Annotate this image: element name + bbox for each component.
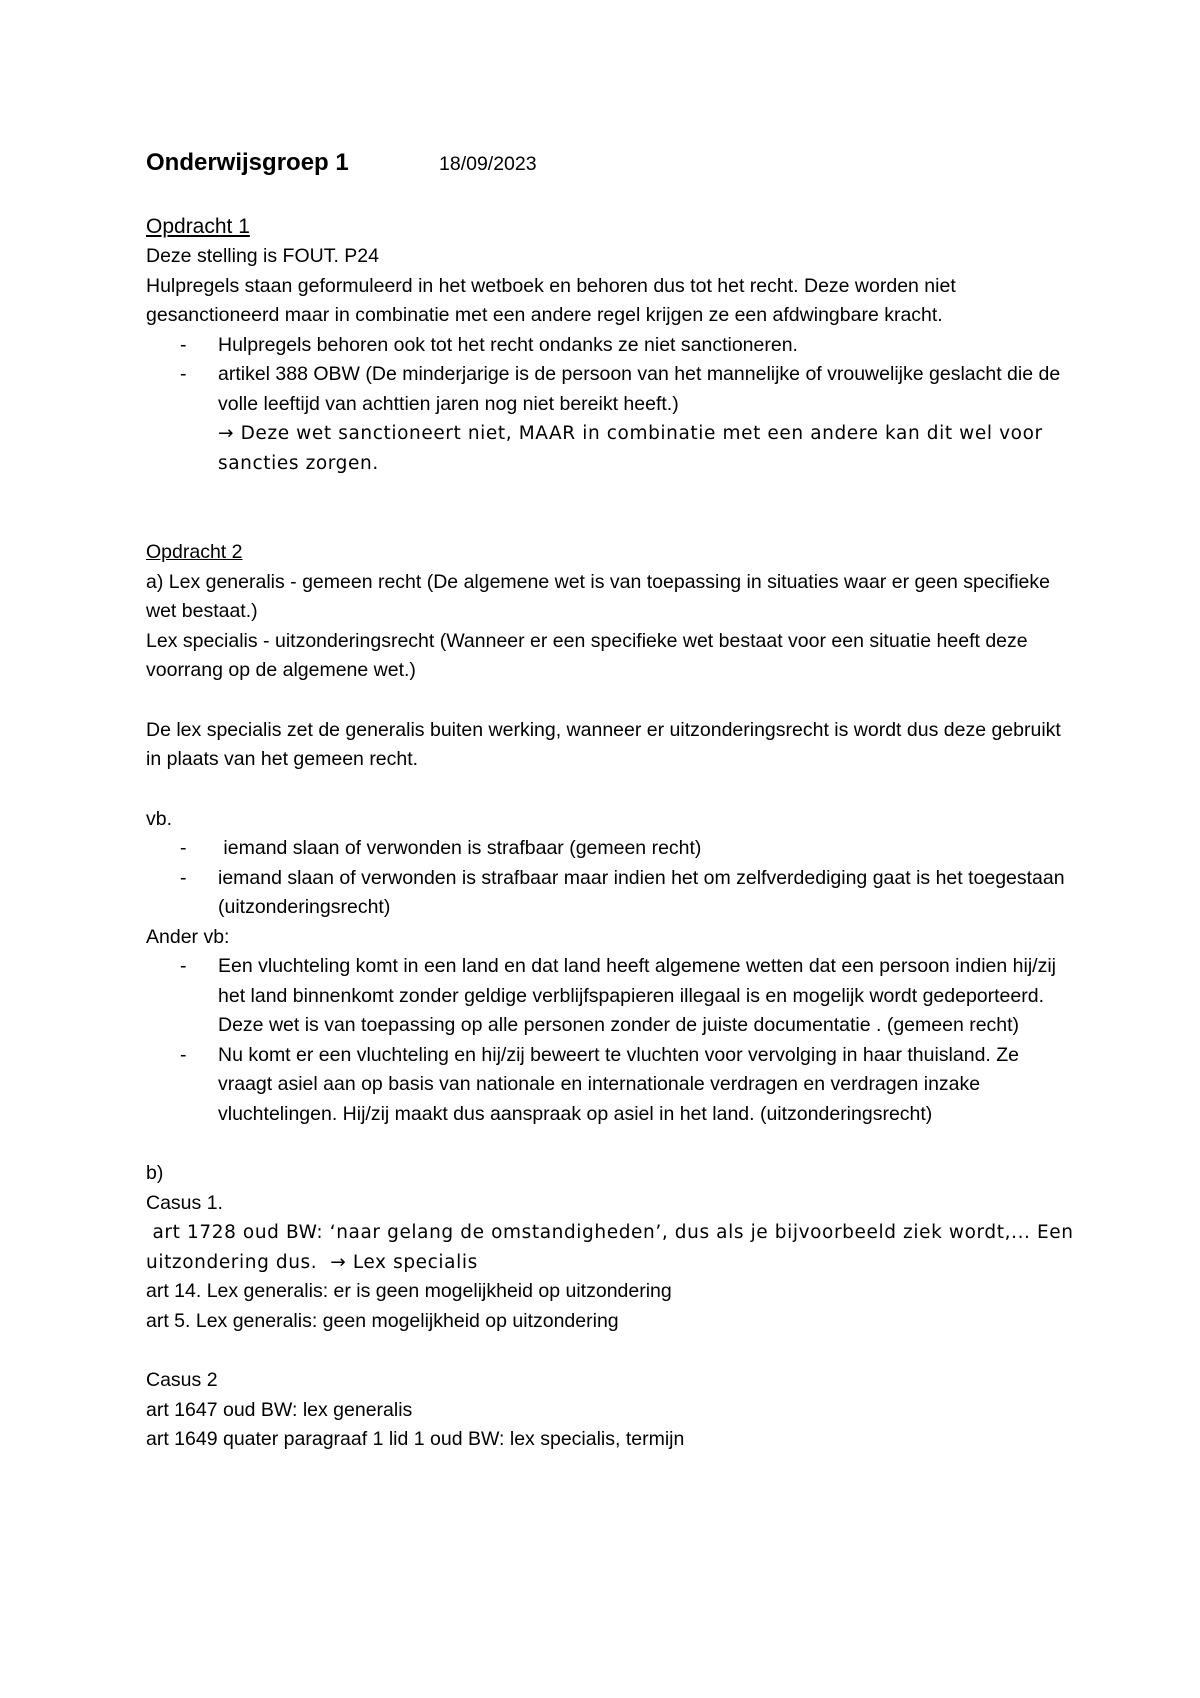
ander-vb-list bbox=[146, 952, 1076, 1129]
lex-specialis-definition: Lex specialis - uitzonderingsrecht (Wanneer er een specifieke wet bestaat voor een situatie heeft deze voorrang op de algemene wet.) bbox=[146, 629, 1028, 681]
section-opdracht-2 bbox=[146, 538, 1081, 1455]
document-title: Onderwijsgroep 1 bbox=[146, 149, 349, 176]
arrow-note: → Deze wet sanctioneert niet, MAAR in combinatie met een andere kan dit wel voor sancties zorgen. bbox=[218, 423, 1043, 474]
ander-vb-label: Ander vb: bbox=[146, 925, 230, 948]
lex-specialis-paragraph: De lex specialis zet de generalis buiten werking, wanneer er uitzonderingsrecht is wordt dus deze gebruikt in plaats van het gemeen recht. bbox=[146, 718, 1061, 770]
spacer bbox=[146, 478, 1076, 538]
vb-list bbox=[146, 834, 1076, 923]
casus-1-line-3: art 5. Lex generalis: geen mogelijkheid op uitzondering bbox=[146, 1309, 619, 1332]
list-item bbox=[180, 360, 1076, 478]
opdracht-1-statement: Deze stelling is FOUT. P24 bbox=[146, 245, 380, 267]
casus-1-line-2: art 14. Lex generalis: er is geen mogelijkheid op uitzondering bbox=[146, 1280, 672, 1302]
list-item: - iemand slaan of verwonden is strafbaar maar indien het om zelfverdediging gaat is het toegestaan (uitzonderingsrecht) bbox=[180, 864, 1076, 923]
spacer bbox=[146, 1129, 1076, 1159]
casus-2-line-1: art 1647 oud BW: lex generalis bbox=[146, 1398, 413, 1421]
casus-1-label: Casus 1. bbox=[146, 1191, 223, 1214]
b-label: b) bbox=[146, 1162, 164, 1184]
list-item: - Hulpregels behoren ook tot het recht ondanks ze niet sanctioneren. bbox=[180, 331, 1076, 361]
casus-1-line-1: art 1728 oud BW: ‘naar gelang de omstandigheden’, dus als je bijvoorbeeld ziek wordt,... Een uitzondering dus. → Lex specialis bbox=[146, 1222, 1081, 1273]
list-item: - Een vluchteling komt in een land en dat land heeft algemene wetten dat een persoon indien hij/zij het land binnenkomt zonder geldige verblijfspapieren illegaal is en mogelijk wordt gedeporteerd. Deze wet is van toepassing op alle personen zonder de juiste documentatie . (gemeen recht) bbox=[180, 952, 1076, 1041]
casus-2-label: Casus 2 bbox=[146, 1369, 218, 1391]
section-opdracht-1 bbox=[146, 212, 1076, 478]
spacer bbox=[146, 775, 1076, 805]
spacer bbox=[146, 1336, 1076, 1366]
lex-generalis-definition: a) Lex generalis - gemeen recht (De algemene wet is van toepassing in situaties waar er geen specifieke wet bestaat.) bbox=[146, 570, 1050, 622]
list-item: - Nu komt er een vluchteling en hij/zij beweert te vluchten voor vervolging in haar thuisland. Ze vraagt asiel aan op basis van nationale en internationale verdragen en verdragen inzake vluchtelingen. Hij/zij maakt dus aanspraak op asiel in het land. (uitzonderingsrecht) bbox=[180, 1041, 1076, 1130]
list-item-text: artikel 388 OBW (De minderjarige is de persoon van het mannelijke of vrouwelijke geslacht die de volle leeftijd van achttien jaren nog niet bereikt heeft.) bbox=[218, 363, 1061, 415]
spacer bbox=[146, 686, 1076, 716]
opdracht-2-heading: Opdracht 2 bbox=[146, 541, 243, 563]
opdracht-1-list bbox=[146, 331, 1076, 479]
document-page bbox=[146, 148, 1081, 1455]
document-date: 18/09/2023 bbox=[439, 153, 537, 175]
opdracht-1-paragraph: Hulpregels staan geformuleerd in het wetboek en behoren dus tot het recht. Deze worden niet gesanctioneerd maar in combinatie met een andere regel krijgen ze een afdwingbare kracht. bbox=[146, 274, 956, 326]
vb-label: vb. bbox=[146, 807, 173, 830]
title-row bbox=[146, 148, 1076, 179]
list-item: - iemand slaan of verwonden is strafbaar (gemeen recht) bbox=[180, 834, 1076, 864]
casus-2-line-2: art 1649 quater paragraaf 1 lid 1 oud BW: lex specialis, termijn bbox=[146, 1428, 685, 1450]
opdracht-1-heading: Opdracht 1 bbox=[146, 215, 250, 238]
